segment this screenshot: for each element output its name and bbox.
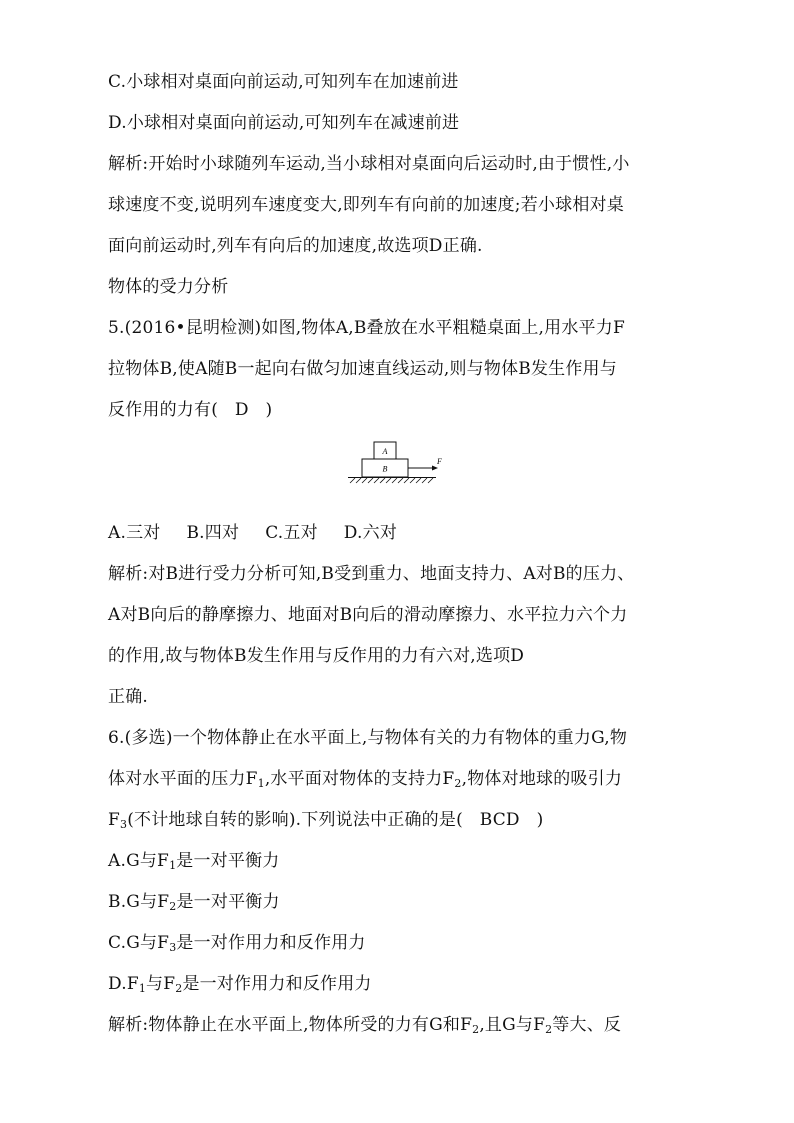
q6-analysis-line-1 [108,1005,688,1046]
q5-stem-line-3 [108,390,688,431]
q6-option-c-pre: C.G与F [108,933,170,953]
q6-analysis-pre: 解析:物体静止在水平面上,物体所受的力有G和F [108,1015,473,1035]
q4-analysis-text-2: 球速度不变,说明列车速度变大,即列车有向前的加速度;若小球相对桌 [108,195,624,215]
q5-analysis-line-2 [108,595,688,636]
document-page [108,62,688,1046]
q6-analysis-post: 等大、反 [552,1015,622,1035]
q4-option-c [108,62,688,103]
q6-stem-2-pre: 体对水平面的压力F [108,769,258,789]
force-arrow-head [432,466,438,471]
q4-option-c-text: C.小球相对桌面向前运动,可知列车在加速前进 [108,72,459,92]
q6-stem-3-post: (不计地球自转的影响).下列说法中正确的是( BCD ) [127,810,544,830]
q6-option-d-pre: D.F [108,974,139,994]
block-b-label: B [382,464,388,474]
q5-analysis-text-3: 的作用,故与物体B发生作用与反作用的力有六对,选项D [108,646,525,666]
q6-option-b [108,882,688,923]
q6-analysis-sub2: 2 [545,1023,553,1036]
q4-option-d-text: D.小球相对桌面向前运动,可知列车在减速前进 [108,113,460,133]
q6-analysis-sub1: 2 [472,1023,480,1036]
q4-analysis-text-1: 解析:开始时小球随列车运动,当小球相对桌面向后运动时,由于惯性,小 [108,154,630,174]
q5-analysis-text-1: 解析:对B进行受力分析可知,B受到重力、地面支持力、A对B的压力、 [108,564,635,584]
section-title-text: 物体的受力分析 [108,277,229,297]
q6-option-d [108,964,688,1005]
q5-figure [108,431,688,513]
q5-options [108,513,688,554]
q6-analysis-mid: ,且G与F [479,1015,546,1035]
q5-option-d: D.六对 [343,523,398,543]
q6-option-d-sub2: 2 [175,982,183,995]
q4-option-d [108,103,688,144]
q6-option-d-post: 是一对作用力和反作用力 [182,974,372,994]
q5-stem-text-3: 反作用的力有( D ) [108,400,273,420]
q6-option-a-pre: A.G与F [108,851,170,871]
q6-stem-2-mid: ,水平面对物体的支持力F [264,769,455,789]
q4-analysis-text-3: 面向前运动时,列车有向后的加速度,故选项D正确. [108,236,483,256]
section-title [108,267,688,308]
q6-option-c-post: 是一对作用力和反作用力 [176,933,366,953]
q6-option-b-sub: 2 [169,900,177,913]
q5-analysis-line-4 [108,677,688,718]
q6-option-b-pre: B.G与F [108,892,170,912]
q6-option-a [108,841,688,882]
q6-stem-3-pre: F [108,810,120,830]
q4-analysis-line-1 [108,144,688,185]
q5-analysis-text-2: A对B向后的静摩擦力、地面对B向后的滑动摩擦力、水平拉力六个力 [108,605,628,625]
q6-stem-2-sub2: 2 [454,777,462,790]
q5-stem-line-2 [108,349,688,390]
q5-option-b: B.四对 [186,523,240,543]
q5-stem-line-1 [108,308,688,349]
q5-stem-text-2: 拉物体B,使A随B一起向右做匀加速直线运动,则与物体B发生作用与 [108,359,617,379]
ground-hatching [350,478,433,483]
q5-analysis-text-4: 正确. [108,687,149,707]
q6-stem-text-1: 6.(多选)一个物体静止在水平面上,与物体有关的力有物体的重力G,物 [108,728,628,748]
q5-option-a: A.三对 [108,523,161,543]
q5-stem-text-1: 5.(2016•昆明检测)如图,物体A,B叠放在水平粗糙桌面上,用水平力F [108,318,625,338]
q6-stem-3-sub: 3 [120,818,128,831]
q6-stem-line-3 [108,800,688,841]
q6-option-c-sub: 3 [169,941,177,954]
q5-analysis-line-1 [108,554,688,595]
q6-stem-line-2 [108,759,688,800]
q5-option-c: C.五对 [265,523,318,543]
q6-option-a-sub: 1 [169,859,177,872]
q6-option-d-sub1: 1 [138,982,147,995]
q6-stem-line-1 [108,718,688,759]
q6-stem-2-sub1: 1 [257,777,265,790]
q4-analysis-line-2 [108,185,688,226]
q6-stem-2-post: ,物体对地球的吸引力 [461,769,623,789]
force-label: F [437,457,442,466]
q6-option-c [108,923,688,964]
q6-option-b-post: 是一对平衡力 [176,892,280,912]
block-a-label: A [382,447,388,456]
q6-option-a-post: 是一对平衡力 [176,851,280,871]
q6-option-d-mid: 与F [146,974,176,994]
q4-analysis-line-3 [108,226,688,267]
blocks-diagram [346,432,446,496]
q5-analysis-line-3 [108,636,688,677]
